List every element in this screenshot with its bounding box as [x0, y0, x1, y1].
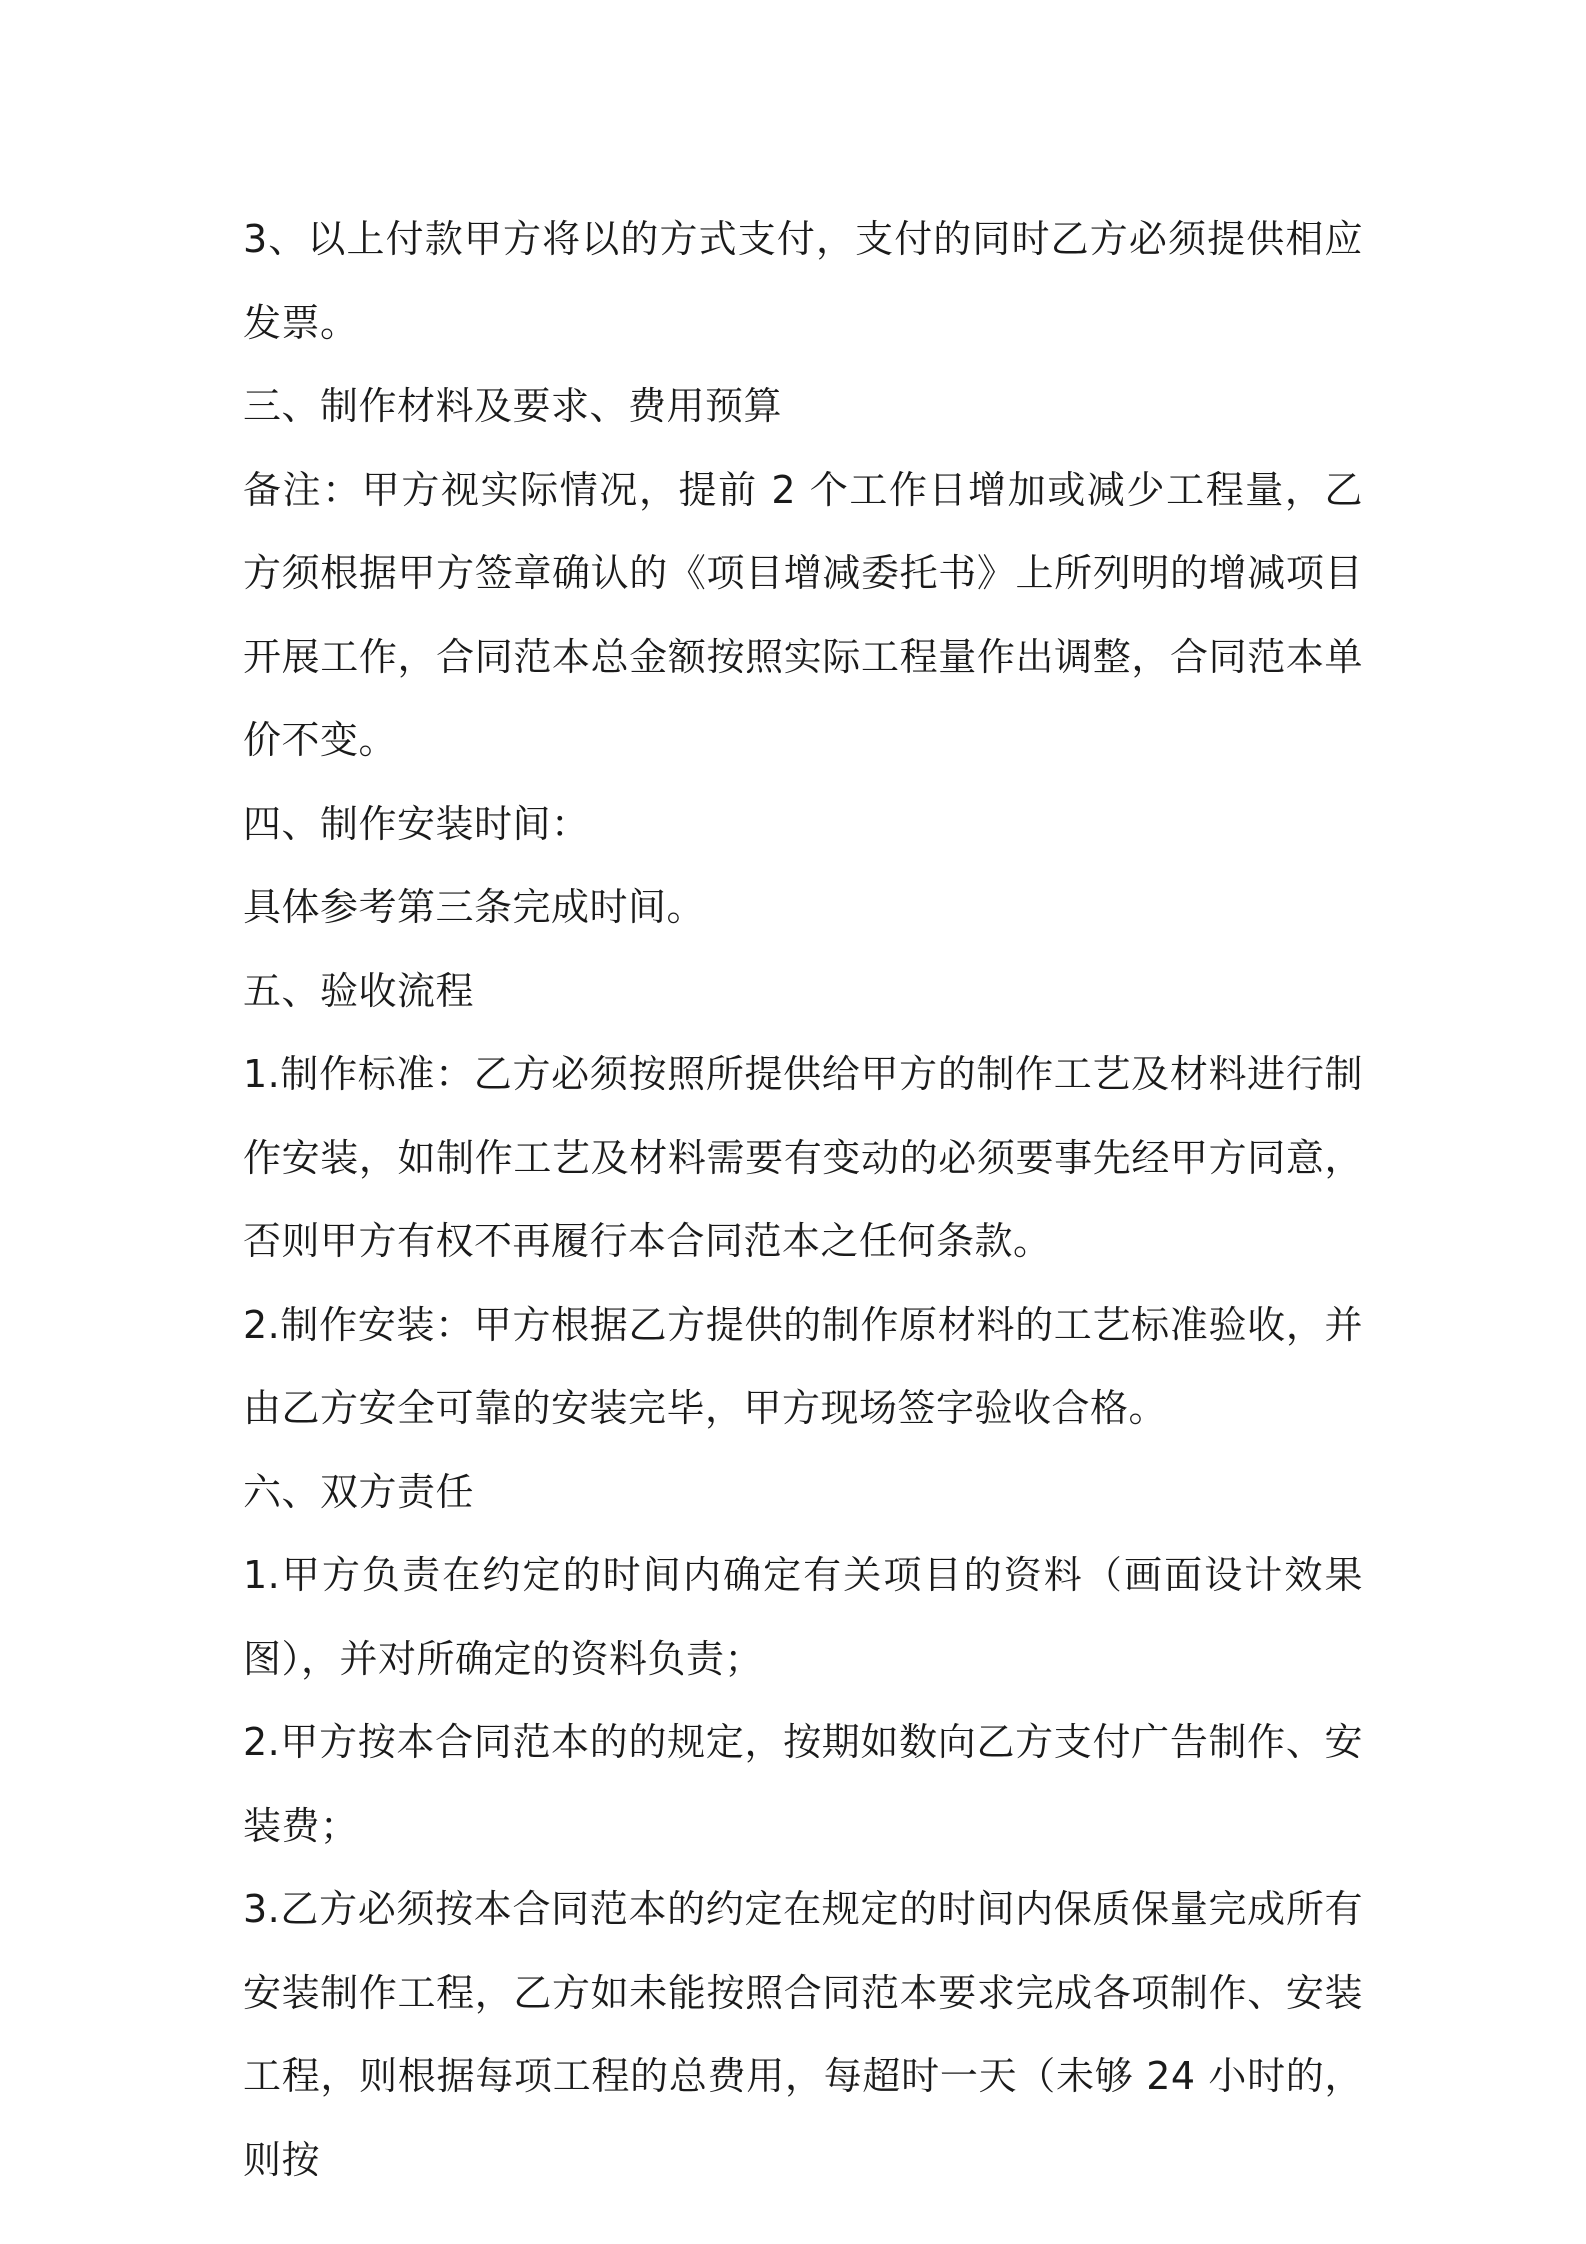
- remark-paragraph: 备注：甲方视实际情况，提前 2 个工作日增加或减少工程量，乙方须根据甲方签章确认的《项目增减委托书》上所列明的增减项目开展工作，合同范本总金额按照实际工程量作出调整，合同范本单价不变。: [243, 467, 1363, 762]
- section-5-heading: 五、验收流程: [243, 968, 475, 1013]
- party-a-responsibility-2: 2.甲方按本合同范本的的规定，按期如数向乙方支付广告制作、安装费；: [243, 1720, 1363, 1848]
- party-b-responsibility-3: 3.乙方必须按本合同范本的约定在规定的时间内保质保量完成所有安装制作工程，乙方如未能按照合同范本要求完成各项制作、安装工程，则根据每项工程的总费用，每超时一天（未够 24 小时的，则按: [243, 1887, 1363, 2182]
- section-3-heading: 三、制作材料及要求、费用预算: [243, 384, 783, 428]
- document-body: [243, 198, 1363, 2202]
- section-4-heading: 四、制作安装时间：: [243, 801, 590, 846]
- completion-time-paragraph: 具体参考第三条完成时间。: [243, 885, 706, 929]
- section-6-heading: 六、双方责任: [243, 1469, 475, 1514]
- production-installation-paragraph: 2.制作安装：甲方根据乙方提供的制作原材料的工艺标准验收，并由乙方安全可靠的安装完毕，甲方现场签字验收合格。: [243, 1302, 1363, 1430]
- production-standard-paragraph: 1.制作标准：乙方必须按照所提供给甲方的制作工艺及材料进行制作安装，如制作工艺及材料需要有变动的必须要事先经甲方同意，否则甲方有权不再履行本合同范本之任何条款。: [243, 1052, 1363, 1263]
- party-a-responsibility-1: 1.甲方负责在约定的时间内确定有关项目的资料（画面设计效果图），并对所确定的资料负责；: [243, 1553, 1363, 1681]
- payment-method-paragraph: 3、以上付款甲方将以的方式支付，支付的同时乙方必须提供相应发票。: [243, 217, 1363, 345]
